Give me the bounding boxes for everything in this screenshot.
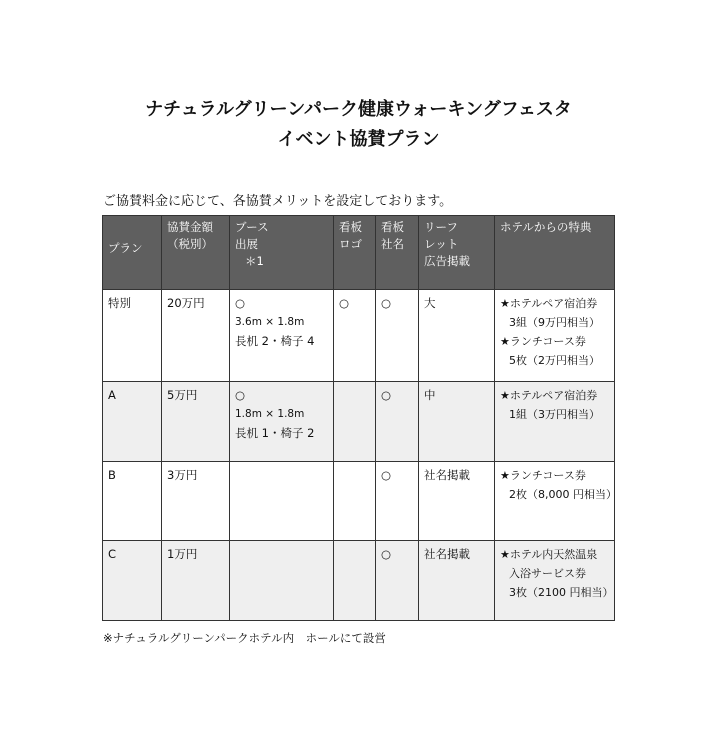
leaflet-cell: 社名掲載: [419, 541, 495, 621]
header-fee: 協賛金額 （税別）: [162, 216, 230, 290]
booth-cell: [230, 541, 334, 621]
header-sign-logo: 看板 ロゴ: [334, 216, 376, 290]
plan-cell: C: [103, 541, 162, 621]
sign-name-cell: ○: [376, 462, 419, 541]
benefit-cell: ★ホテルペア宿泊券 3組（9万円相当） ★ランチコース券 5枚（2万円相当）: [495, 290, 615, 382]
benefit-cell: ★ランチコース券 2枚（8,000 円相当）: [495, 462, 615, 541]
page-subtitle: イベント協賛プラン: [277, 129, 440, 150]
sign-name-cell: ○: [376, 290, 419, 382]
sign-name-cell: ○: [376, 541, 419, 621]
table-row: [103, 290, 615, 382]
booth-cell: [230, 462, 334, 541]
header-plan: プラン: [103, 216, 162, 290]
footnote: ※ナチュラルグリーンパークホテル内 ホールにて設営: [103, 631, 386, 645]
sign-logo-cell: [334, 462, 376, 541]
table-header-row: [103, 216, 615, 290]
plan-cell: A: [103, 382, 162, 462]
sign-logo-cell: [334, 382, 376, 462]
booth-cell: ○ 1.8m × 1.8m 長机 1・椅子 2: [230, 382, 334, 462]
header-sign-name: 看板 社名: [376, 216, 419, 290]
fee-cell: 20万円: [162, 290, 230, 382]
booth-cell: ○ 3.6m × 1.8m 長机 2・椅子 4: [230, 290, 334, 382]
sign-logo-cell: ○: [334, 290, 376, 382]
header-leaflet: リーフ レット 広告掲載: [419, 216, 495, 290]
plan-cell: B: [103, 462, 162, 541]
header-hotel-benefit: ホテルからの特典: [495, 216, 615, 290]
plan-cell: 特別: [103, 290, 162, 382]
header-booth: ブース 出展 ＊1: [230, 216, 334, 290]
fee-cell: 5万円: [162, 382, 230, 462]
benefit-cell: ★ホテル内天然温泉 入浴サービス券 3枚（2100 円相当）: [495, 541, 615, 621]
benefit-cell: ★ホテルペア宿泊券 1組（3万円相当）: [495, 382, 615, 462]
leaflet-cell: 大: [419, 290, 495, 382]
page-title: ナチュラルグリーンパーク健康ウォーキングフェスタ: [145, 99, 572, 120]
sponsorship-table: [102, 215, 615, 621]
leaflet-cell: 社名掲載: [419, 462, 495, 541]
fee-cell: 3万円: [162, 462, 230, 541]
leaflet-cell: 中: [419, 382, 495, 462]
table-row: [103, 382, 615, 462]
sign-logo-cell: [334, 541, 376, 621]
sign-name-cell: ○: [376, 382, 419, 462]
intro-text: ご協賛料金に応じて、各協賛メリットを設定しております。: [103, 194, 453, 209]
table-row: [103, 462, 615, 541]
table-row: [103, 541, 615, 621]
fee-cell: 1万円: [162, 541, 230, 621]
